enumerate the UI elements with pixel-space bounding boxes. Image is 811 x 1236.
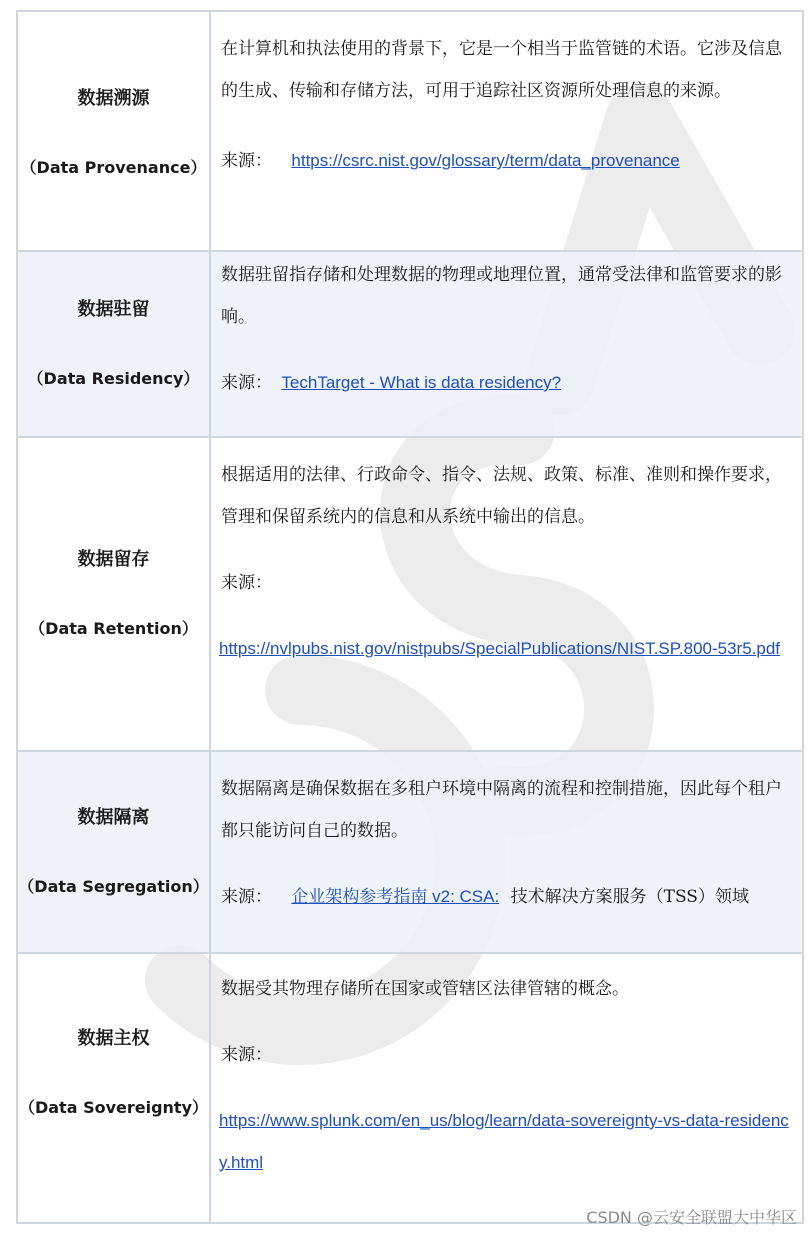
term-name-zh: 数据主权 bbox=[77, 1028, 150, 1049]
definition-cell bbox=[211, 752, 802, 952]
source-label: 来源： bbox=[221, 1045, 272, 1065]
glossary-table bbox=[16, 10, 804, 1224]
source-url-block bbox=[219, 1100, 790, 1184]
term-cell bbox=[18, 752, 211, 952]
source-line bbox=[221, 362, 790, 404]
source-label: 来源： bbox=[221, 887, 272, 907]
table-row bbox=[18, 252, 802, 438]
definition-text: 数据受其物理存储所在国家或管辖区法律管辖的概念。 bbox=[221, 979, 629, 999]
term-name-zh: 数据留存 bbox=[77, 549, 150, 570]
source-label: 来源： bbox=[221, 373, 272, 393]
source-label: 来源： bbox=[221, 573, 272, 593]
source-link[interactable]: https://nvlpubs.nist.gov/nistpubs/SpecialPublications/NIST.SP.800-53r5.pdf bbox=[219, 639, 781, 658]
table-row bbox=[18, 438, 802, 752]
csdn-footer-credit: CSDN @云安全联盟大中华区 bbox=[586, 1208, 797, 1227]
term-name-en: （Data Provenance） bbox=[20, 158, 207, 177]
definition-cell bbox=[211, 12, 802, 250]
definition-cell bbox=[211, 954, 802, 1222]
definition-cell bbox=[211, 438, 802, 750]
source-url-block bbox=[219, 628, 790, 670]
term-name-en: （Data Segregation） bbox=[18, 877, 209, 896]
source-link[interactable]: 企业架构参考指南 v2: CSA: bbox=[291, 887, 500, 906]
source-link[interactable]: TechTarget - What is data residency? bbox=[281, 373, 562, 392]
term-name-en: （Data Sovereignty） bbox=[18, 1098, 209, 1117]
definition-text: 数据隔离是确保数据在多租户环境中隔离的流程和控制措施，因此每个租户都只能访问自己的数据。 bbox=[221, 779, 782, 841]
term-name-en: （Data Residency） bbox=[27, 369, 200, 388]
term-name-zh: 数据溯源 bbox=[77, 88, 150, 109]
source-link[interactable]: https://www.splunk.com/en_us/blog/learn/data-sovereignty-vs-data-residency.html bbox=[219, 1111, 789, 1172]
definition-text: 数据驻留指存储和处理数据的物理或地理位置，通常受法律和监管要求的影响。 bbox=[221, 265, 782, 327]
table-row bbox=[18, 954, 802, 1224]
term-cell bbox=[18, 438, 211, 750]
source-label: 来源： bbox=[221, 151, 272, 171]
term-cell bbox=[18, 954, 211, 1222]
term-cell bbox=[18, 12, 211, 250]
source-link[interactable]: https://csrc.nist.gov/glossary/term/data_provenance bbox=[291, 151, 680, 170]
term-name-zh: 数据驻留 bbox=[77, 299, 150, 320]
source-line bbox=[221, 1034, 790, 1076]
source-line bbox=[221, 562, 790, 604]
definition-text: 在计算机和执法使用的背景下，它是一个相当于监管链的术语。它涉及信息的生成、传输和存储方法，可用于追踪社区资源所处理信息的来源。 bbox=[221, 39, 782, 101]
source-line bbox=[221, 876, 790, 918]
source-line bbox=[221, 140, 790, 182]
table-row bbox=[18, 10, 802, 252]
term-cell bbox=[18, 252, 211, 436]
definition-cell bbox=[211, 252, 802, 436]
source-suffix: 技术解决方案服务（TSS）领域 bbox=[510, 887, 749, 907]
table-row bbox=[18, 752, 802, 954]
term-name-en: （Data Retention） bbox=[29, 619, 198, 638]
definition-text: 根据适用的法律、行政命令、指令、法规、政策、标准、准则和操作要求，管理和保留系统内的信息和从系统中输出的信息。 bbox=[221, 465, 782, 527]
term-name-zh: 数据隔离 bbox=[77, 807, 150, 828]
